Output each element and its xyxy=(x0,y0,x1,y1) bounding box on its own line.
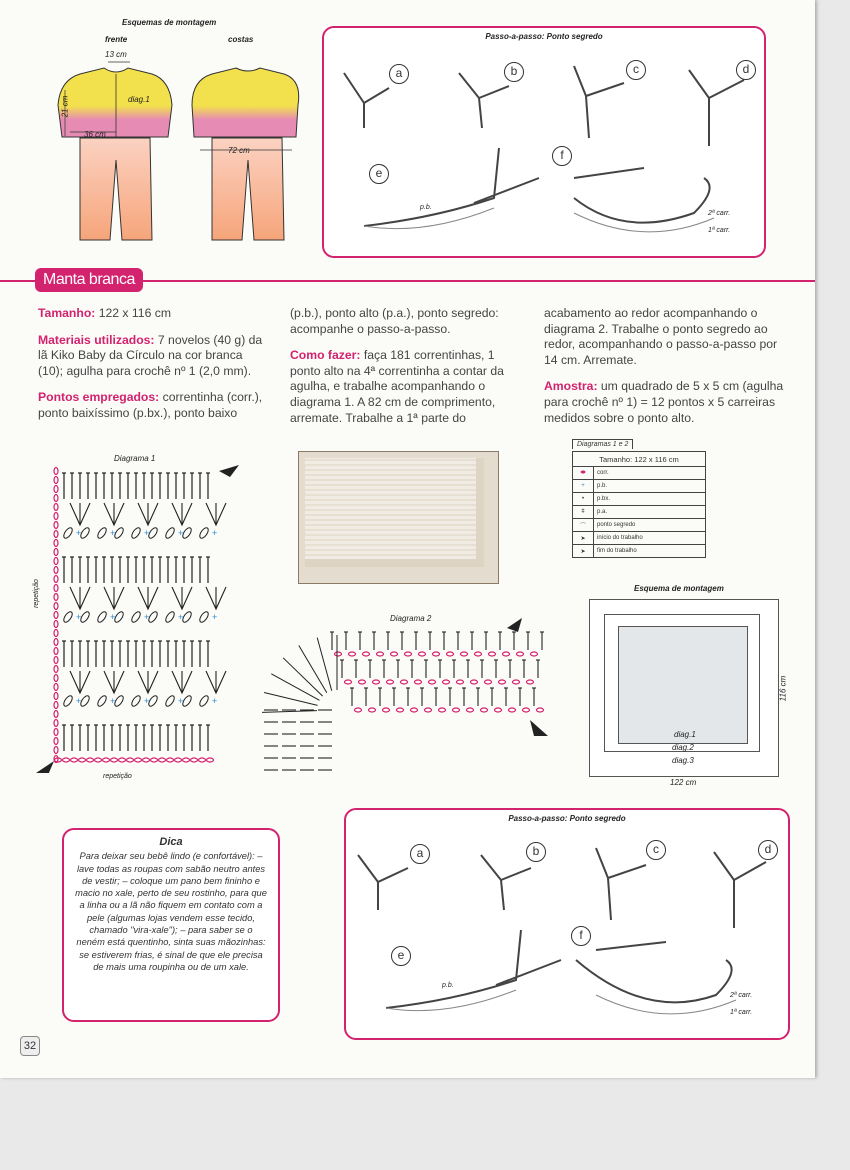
chain-mark xyxy=(499,680,506,684)
chain-mark xyxy=(467,708,474,712)
chain-mark xyxy=(95,758,102,762)
leaf-mark xyxy=(198,610,210,623)
chain-mark xyxy=(103,758,110,762)
step-b-top: b xyxy=(504,62,524,82)
fan-mark xyxy=(172,671,192,693)
chain-mark xyxy=(373,680,380,684)
chain-mark xyxy=(167,758,174,762)
como-value: faça 181 correntinhas, 1 ponto alto na 4ª correntinha a contar da agulha, e trabalhe acompanhando o diagrama 1. A 82 cm de comprimento, arremate. Trabalhe a 1ª parte do xyxy=(290,348,504,425)
garment-schema xyxy=(40,40,300,250)
chain-mark xyxy=(383,708,390,712)
chain-mark xyxy=(485,680,492,684)
chain-mark xyxy=(447,652,454,656)
chain-mark xyxy=(54,729,58,736)
chain-mark xyxy=(71,758,78,762)
leaf-mark xyxy=(130,526,142,539)
dim-13: 13 cm xyxy=(105,50,127,59)
col2-start: (p.b.), ponto alto (p.a.), ponto segredo: acompanhe o passo-a-passo. xyxy=(290,306,499,336)
dc-mark xyxy=(283,658,322,696)
materiais-label: Materiais utilizados: xyxy=(38,332,155,347)
leaf-mark xyxy=(130,610,142,623)
esquema2-diag1: diag.1 xyxy=(674,730,696,739)
chain-mark xyxy=(359,680,366,684)
fan-mark xyxy=(70,503,90,525)
pontos-value: correntinha (corr.), ponto baixíssimo (p.bx.), ponto baixo xyxy=(38,390,263,420)
diag-1-top: diag.1 xyxy=(128,95,150,104)
sc-mark: + xyxy=(178,612,184,622)
chain-mark xyxy=(54,603,58,610)
start-arrow-mark xyxy=(507,618,522,632)
legend xyxy=(572,433,706,558)
chain-mark xyxy=(63,758,70,762)
dim-72: 72 cm xyxy=(228,146,250,155)
carr1-top: 1ª carr. xyxy=(708,227,731,234)
chain-mark xyxy=(143,758,150,762)
text-col-2 xyxy=(290,306,520,437)
leaf-mark xyxy=(96,610,108,623)
sc-mark: + xyxy=(144,696,150,706)
sc-mark: + xyxy=(76,528,82,538)
fan-mark xyxy=(206,671,226,693)
carr2-top: 2ª carr. xyxy=(708,210,731,217)
leaf-mark xyxy=(130,694,142,707)
sc-mark: + xyxy=(178,696,184,706)
chain-mark xyxy=(54,567,58,574)
fan-mark xyxy=(206,587,226,609)
chain-symbol: ⬬ xyxy=(573,467,594,480)
esquema2-inner xyxy=(618,626,748,744)
secret-stitch-symbol: ⌒ xyxy=(573,519,594,532)
blanket-photo xyxy=(298,451,499,584)
legend-row-3: p.a. xyxy=(594,506,706,519)
chain-mark xyxy=(531,652,538,656)
leaf-mark xyxy=(164,694,176,707)
esquema2-dim-w: 122 cm xyxy=(670,778,697,787)
leaf-mark xyxy=(62,526,74,539)
chain-mark xyxy=(513,680,520,684)
chain-mark xyxy=(377,652,384,656)
chain-mark xyxy=(54,477,58,484)
chain-mark xyxy=(54,504,58,511)
chain-mark xyxy=(54,684,58,691)
legend-row-4: ponto segredo xyxy=(594,519,706,532)
chain-mark xyxy=(127,758,134,762)
schema-title: Esquemas de montagem xyxy=(122,18,217,27)
end-arrow-mark xyxy=(36,761,54,773)
chain-mark xyxy=(54,495,58,502)
sc-mark: + xyxy=(212,528,218,538)
chain-mark xyxy=(369,708,376,712)
sc-mark: + xyxy=(144,528,150,538)
step-f-bottom: f xyxy=(571,926,591,946)
chain-mark xyxy=(425,708,432,712)
chain-mark xyxy=(54,720,58,727)
step-illustrations-top xyxy=(324,28,764,256)
chain-mark xyxy=(54,486,58,493)
chain-mark xyxy=(191,758,198,762)
pontos-label: Pontos empregados: xyxy=(38,390,160,405)
leaf-mark xyxy=(198,526,210,539)
chain-mark xyxy=(54,558,58,565)
sc-mark: + xyxy=(212,696,218,706)
start-arrow-mark xyxy=(219,465,239,477)
fan-mark xyxy=(172,587,192,609)
chain-mark xyxy=(54,630,58,637)
fan-mark xyxy=(138,587,158,609)
diagram2-title: Diagrama 2 xyxy=(390,614,432,623)
chain-mark xyxy=(87,758,94,762)
repeat-side: repetição xyxy=(32,579,40,608)
chain-mark xyxy=(79,758,86,762)
fan-mark xyxy=(104,503,124,525)
leaf-mark xyxy=(62,694,74,707)
chain-mark xyxy=(355,708,362,712)
tip-box xyxy=(62,828,280,1022)
sc-symbol: + xyxy=(573,480,594,493)
chain-mark xyxy=(363,652,370,656)
legend-row-0: corr. xyxy=(594,467,706,480)
chain-mark xyxy=(54,639,58,646)
carr1-bottom: 1ª carr. xyxy=(730,1009,753,1016)
tamanho-value: 122 x 116 cm xyxy=(95,306,171,320)
leaf-mark xyxy=(96,526,108,539)
amostra-label: Amostra: xyxy=(544,379,598,394)
chain-mark xyxy=(54,468,58,475)
chain-mark xyxy=(443,680,450,684)
chain-mark xyxy=(54,693,58,700)
tamanho-label: Tamanho: xyxy=(38,306,96,320)
fan-mark xyxy=(138,671,158,693)
chain-mark xyxy=(54,702,58,709)
chain-mark xyxy=(537,708,544,712)
sc-mark: + xyxy=(212,612,218,622)
chain-mark xyxy=(475,652,482,656)
diagram-1 xyxy=(34,463,244,773)
step-c-bottom: c xyxy=(646,840,666,860)
amostra-value: um quadrado de 5 x 5 cm (agulha para crochê nº 1) = 12 pontos x 5 carreiras medidos sobre o ponto alto. xyxy=(544,379,784,425)
esquema2-title: Esquema de montagem xyxy=(634,584,724,593)
legend-row-1: p.b. xyxy=(594,480,706,493)
chain-mark xyxy=(433,652,440,656)
chain-mark xyxy=(151,758,158,762)
sc-mark: + xyxy=(178,528,184,538)
chain-mark xyxy=(429,680,436,684)
dc-mark xyxy=(317,638,332,691)
end-arrow-icon: ➤ xyxy=(573,545,594,558)
section-title: Manta branca xyxy=(35,268,143,292)
step-illustrations-bottom xyxy=(346,810,788,1038)
chain-mark xyxy=(503,652,510,656)
chain-mark xyxy=(54,612,58,619)
fan-mark xyxy=(206,503,226,525)
step-a-bottom: a xyxy=(410,844,430,864)
chain-mark xyxy=(527,680,534,684)
chain-mark xyxy=(411,708,418,712)
dim-36: 36 cm xyxy=(84,130,106,139)
leaf-mark xyxy=(62,610,74,623)
esquema2-diag3: diag.3 xyxy=(672,756,694,765)
leaf-mark xyxy=(164,526,176,539)
legend-row-5: início do trabalho xyxy=(594,532,706,545)
chain-mark xyxy=(387,680,394,684)
chain-mark xyxy=(54,621,58,628)
chain-mark xyxy=(523,708,530,712)
chain-mark xyxy=(199,758,206,762)
chain-mark xyxy=(489,652,496,656)
chain-mark xyxy=(457,680,464,684)
chain-mark xyxy=(509,708,516,712)
chain-mark xyxy=(397,708,404,712)
chain-mark xyxy=(54,549,58,556)
slst-symbol: • xyxy=(573,493,594,506)
blanket-texture xyxy=(305,458,484,567)
page-number: 32 xyxy=(20,1036,40,1056)
col3-start: acabamento ao redor acompanhando o diagrama 2. Trabalhe o ponto segredo ao redor, acompanhando o passo-a-passo por 14 cm. Arremate. xyxy=(544,306,778,367)
step-c-top: c xyxy=(626,60,646,80)
sc-mark: + xyxy=(110,696,116,706)
esquema2-dim-h: 116 cm xyxy=(778,675,788,702)
step-b-bottom: b xyxy=(526,842,546,862)
chain-mark xyxy=(335,652,342,656)
chain-mark xyxy=(54,675,58,682)
sc-mark: + xyxy=(110,528,116,538)
chain-mark xyxy=(439,708,446,712)
chain-mark xyxy=(119,758,126,762)
fan-mark xyxy=(172,503,192,525)
step-d-bottom: d xyxy=(758,840,778,860)
chain-mark xyxy=(54,576,58,583)
chain-mark xyxy=(54,738,58,745)
chain-mark xyxy=(135,758,142,762)
legend-table xyxy=(572,451,706,558)
chain-mark xyxy=(405,652,412,656)
fan-mark xyxy=(104,587,124,609)
legend-header: Tamanho: 122 x 116 cm xyxy=(573,452,706,467)
diagram1-title: Diagrama 1 xyxy=(114,454,156,463)
step-box-bottom xyxy=(344,808,790,1040)
step-box-top-title: Passo-a-passo: Ponto segredo xyxy=(485,32,603,41)
sc-mark: + xyxy=(110,612,116,622)
sc-mark: + xyxy=(144,612,150,622)
dc-symbol: ǂ xyxy=(573,506,594,519)
chain-mark xyxy=(345,680,352,684)
tip-body: Para deixar seu bebê lindo (e confortável): – lave todas as roupas com sabão neutro antes de vestir; – coloque um pano bem fininho e macio no xale, perto de seu rostinho, para que a linha ou a lã não fiquem em contato com a pele (algumas lojas vendem esse tecido, chamado "vira-xale"); – para saber se o neném está quentinho, sinta suas mãozinhas: se estiverem frias, é sinal de que ele precisa de mais uma roupinha ou de um xale. xyxy=(75,851,267,972)
chain-mark xyxy=(111,758,118,762)
chain-mark xyxy=(54,666,58,673)
legend-row-6: fim do trabalho xyxy=(594,545,706,558)
chain-mark xyxy=(453,708,460,712)
tip-title: Dica xyxy=(159,836,183,848)
step-a-top: a xyxy=(389,64,409,84)
chain-mark xyxy=(419,652,426,656)
chain-mark xyxy=(54,585,58,592)
chain-mark xyxy=(54,747,58,754)
chain-mark xyxy=(54,648,58,655)
chain-mark xyxy=(495,708,502,712)
chain-mark xyxy=(54,657,58,664)
chain-mark xyxy=(54,594,58,601)
esquema2-diag2: diag.2 xyxy=(672,743,694,752)
leaf-mark xyxy=(96,694,108,707)
chain-mark xyxy=(54,711,58,718)
chain-mark xyxy=(391,652,398,656)
chain-mark xyxy=(349,652,356,656)
chain-mark xyxy=(415,680,422,684)
fan-mark xyxy=(70,587,90,609)
chain-mark xyxy=(183,758,190,762)
repeat-bottom: repetição xyxy=(103,773,132,780)
chain-mark xyxy=(471,680,478,684)
carr2-bottom: 2ª carr. xyxy=(730,992,753,999)
chain-mark xyxy=(175,758,182,762)
fan-mark xyxy=(70,671,90,693)
chain-mark xyxy=(517,652,524,656)
fan-mark xyxy=(104,671,124,693)
text-col-1 xyxy=(38,306,270,433)
chain-mark xyxy=(401,680,408,684)
text-col-3 xyxy=(544,306,784,437)
chain-mark xyxy=(461,652,468,656)
sc-mark: + xyxy=(76,696,82,706)
chain-mark xyxy=(54,531,58,538)
chain-mark xyxy=(159,758,166,762)
pb-top: p.b. xyxy=(420,204,432,211)
chain-mark xyxy=(207,758,214,762)
leaf-mark xyxy=(164,610,176,623)
step-e-top: e xyxy=(369,164,389,184)
start-arrow-icon: ➤ xyxy=(573,532,594,545)
step-e-bottom: e xyxy=(391,946,411,966)
step-d-top: d xyxy=(736,60,756,80)
leaf-mark xyxy=(198,694,210,707)
chain-mark xyxy=(54,540,58,547)
step-box-top xyxy=(322,26,766,258)
chain-mark xyxy=(54,513,58,520)
chain-mark xyxy=(481,708,488,712)
step-f-top: f xyxy=(552,146,572,166)
step-box-bottom-title: Passo-a-passo: Ponto segredo xyxy=(508,814,626,823)
como-label: Como fazer: xyxy=(290,348,361,363)
dim-21: 21 cm xyxy=(60,95,70,118)
fan-mark xyxy=(138,503,158,525)
front-label: frente xyxy=(105,35,128,44)
materiais-value: 7 novelos (40 g) da lã Kiko Baby da Círculo na cor branca (10); agulha para crochê nº 1 (2,0 mm). xyxy=(38,332,263,378)
pb-bottom: p.b. xyxy=(442,982,454,989)
legend-caption: Diagramas 1 e 2 xyxy=(572,439,633,449)
chain-mark xyxy=(54,522,58,529)
legend-row-2: p.bx. xyxy=(594,493,706,506)
back-label: costas xyxy=(228,35,254,44)
sc-mark: + xyxy=(76,612,82,622)
end-arrow-mark xyxy=(530,720,548,736)
dc-mark xyxy=(262,711,317,713)
diagram-2 xyxy=(252,610,552,785)
dc-mark xyxy=(299,645,327,692)
